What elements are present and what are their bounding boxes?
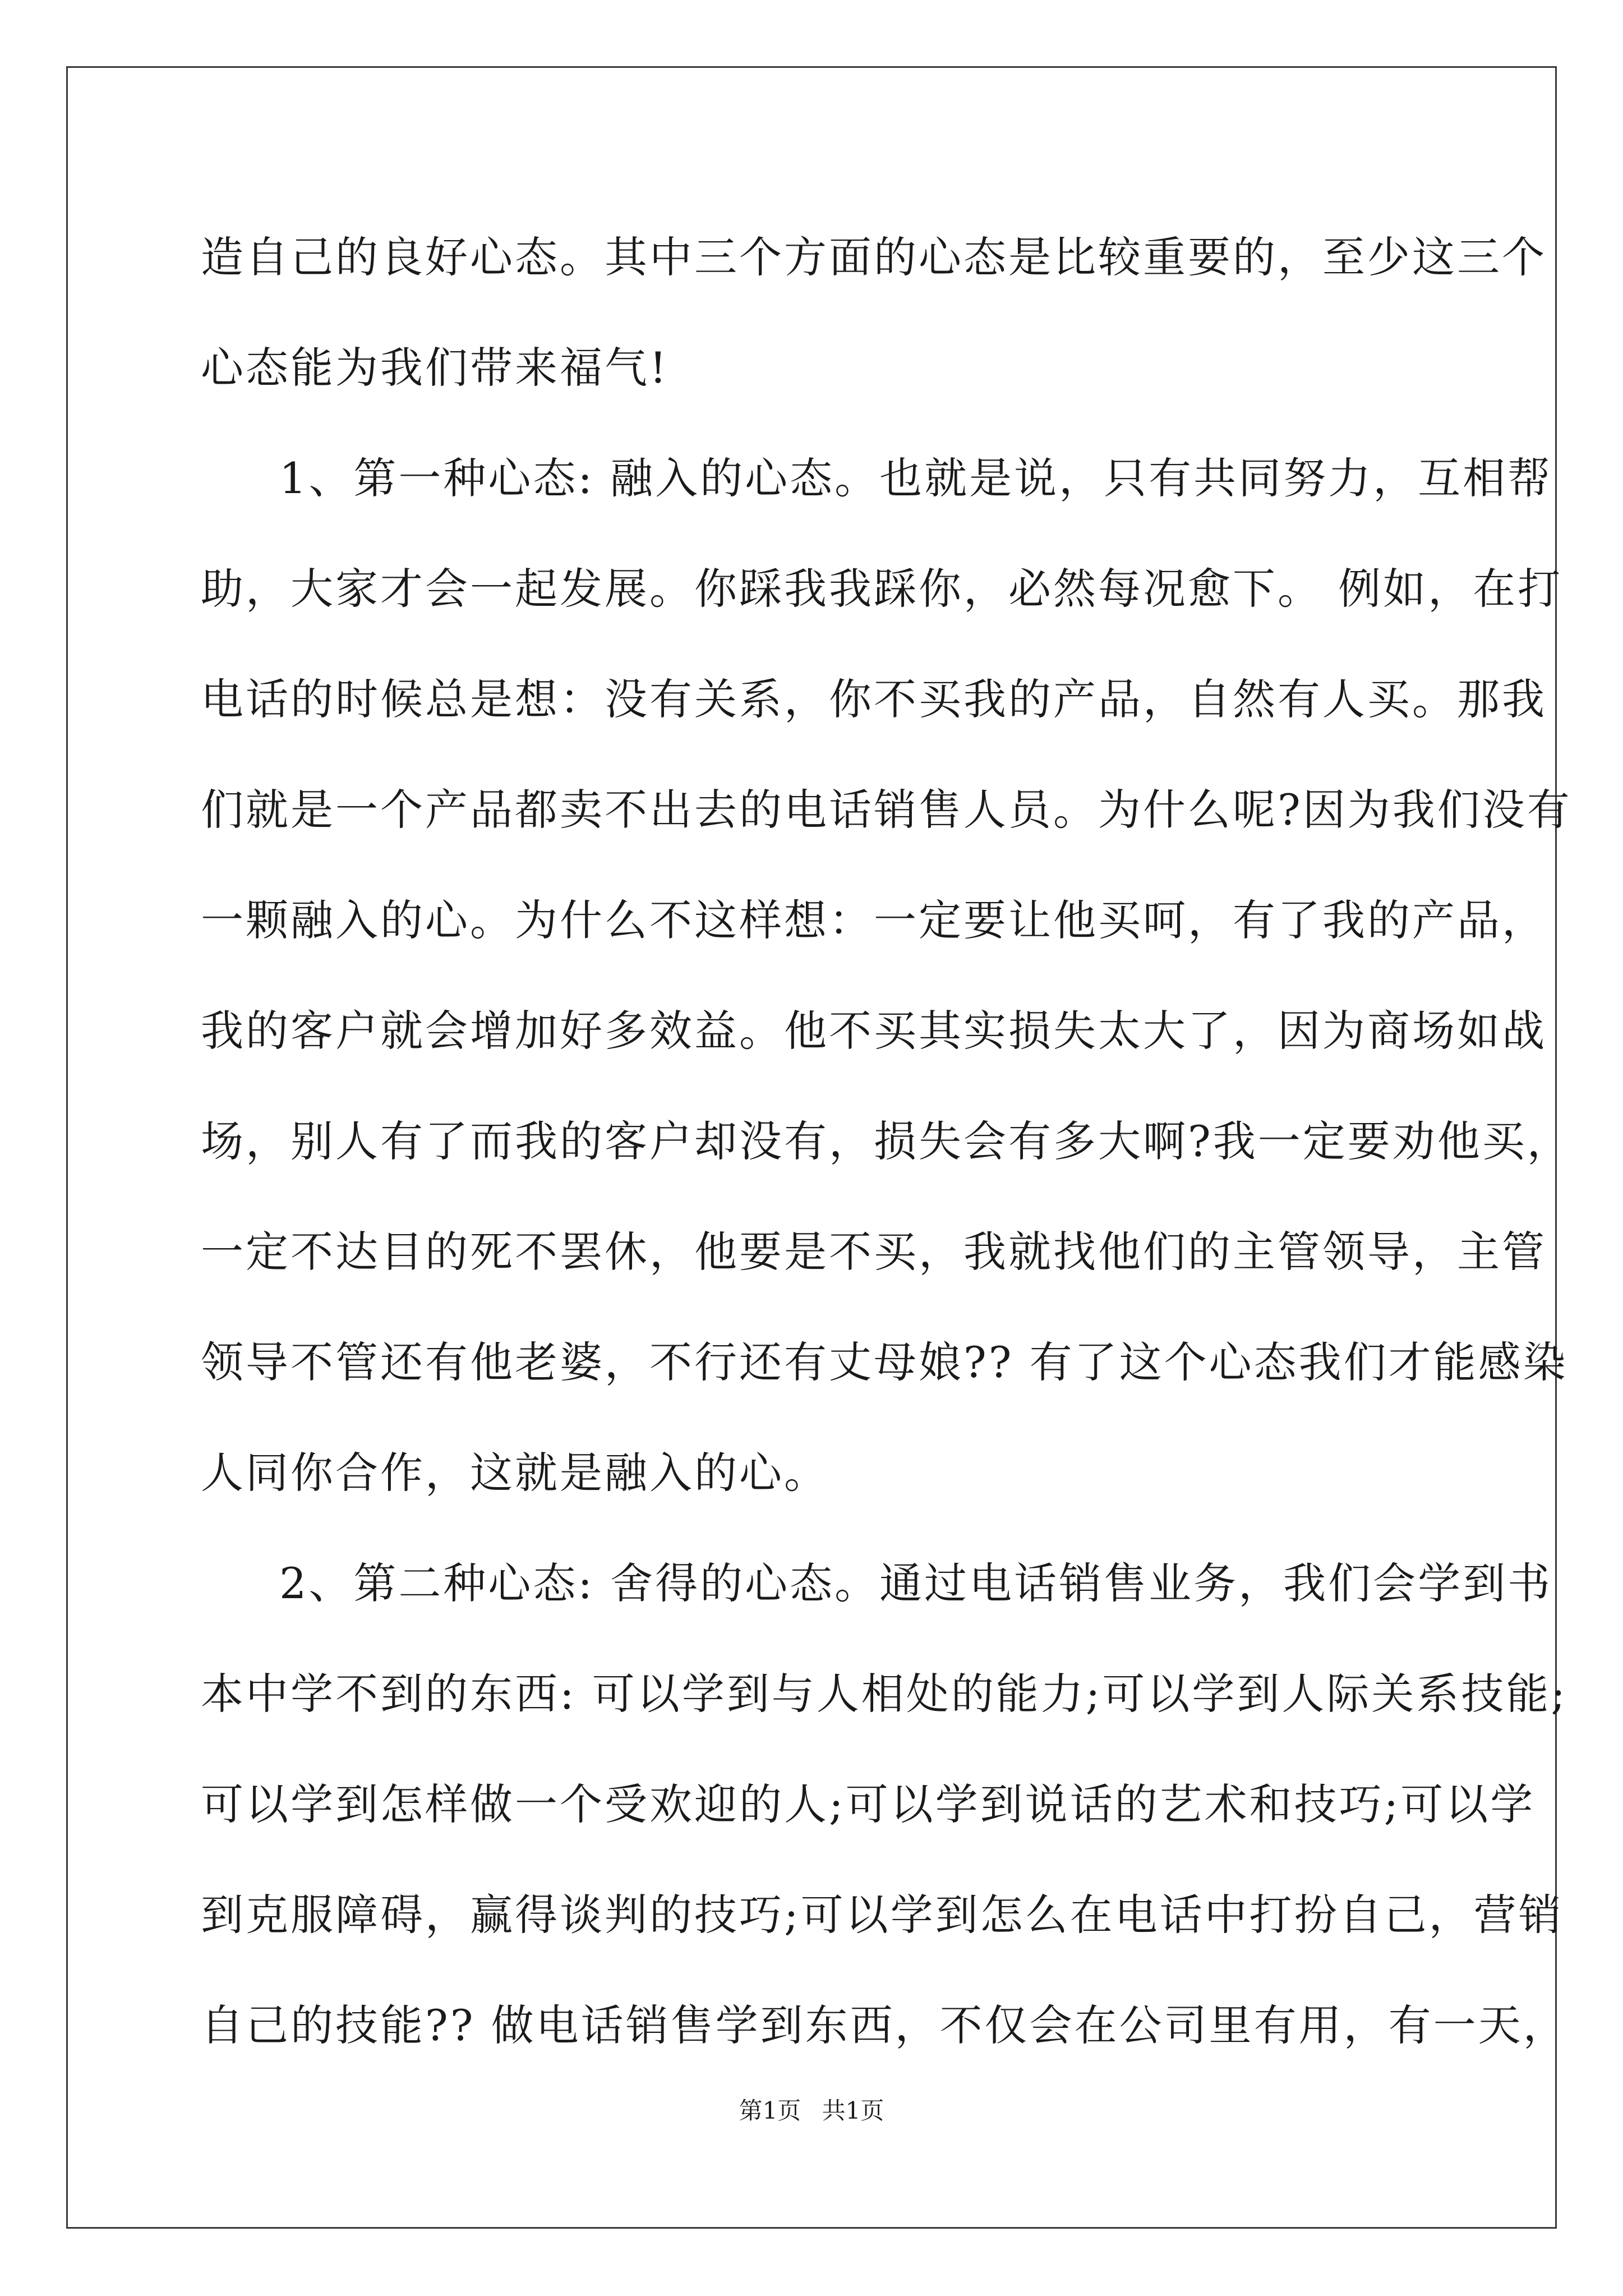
text-line: 电话的时候总是想：没有关系，你不买我的产品，自然有人买。那我 [201, 674, 1547, 724]
page-footer [0, 2092, 1623, 2126]
text-line: 们就是一个产品都卖不出去的电话销售人员。为什么呢?因为我们没有 [201, 785, 1572, 835]
paragraph-start-line: 2、第二种心态: 舍得的心态。通过电话销售业务，我们会学到书 [279, 1558, 1553, 1608]
text-line: 我的客户就会增加好多效益。他不买其实损失太大了，因为商场如战 [201, 1006, 1547, 1056]
text-line: 自己的技能?? 做电话销售学到东西，不仅会在公司里有用，有一天， [201, 2000, 1568, 2050]
page-number: 第1页 [739, 2097, 801, 2124]
text-line: 人同你合作，这就是融入的心。 [201, 1448, 829, 1498]
text-line: 本中学不到的东西: 可以学到与人相处的能力;可以学到人际关系技能; [201, 1669, 1567, 1719]
text-line: 一定不达目的死不罢休，他要是不买，我就找他们的主管领导，主管 [201, 1227, 1547, 1277]
text-line: 场，别人有了而我的客户却没有，损失会有多大啊?我一定要劝他买， [201, 1116, 1572, 1166]
text-line: 到克服障碍，赢得谈判的技巧;可以学到怎么在电话中打扮自己，营销 [201, 1890, 1564, 1940]
text-line: 一颗融入的心。为什么不这样想：一定要让他买呵，有了我的产品， [201, 895, 1547, 945]
page-total: 共1页 [822, 2097, 884, 2124]
text-line: 领导不管还有他老婆，不行还有丈母娘?? 有了这个心态我们才能感染 [201, 1337, 1568, 1387]
text-line: 造自己的良好心态。其中三个方面的心态是比较重要的，至少这三个 [201, 232, 1547, 282]
text-line: 可以学到怎样做一个受欢迎的人;可以学到说话的艺术和技巧;可以学 [201, 1779, 1536, 1829]
text-line: 助，大家才会一起发展。你踩我我踩你，必然每况愈下。 例如，在打 [201, 564, 1563, 614]
text-line: 心态能为我们带来福气! [201, 343, 669, 393]
document-body [201, 202, 1572, 2081]
paragraph-start-line: 1、第一种心态: 融入的心态。也就是说，只有共同努力，互相帮 [279, 453, 1553, 503]
